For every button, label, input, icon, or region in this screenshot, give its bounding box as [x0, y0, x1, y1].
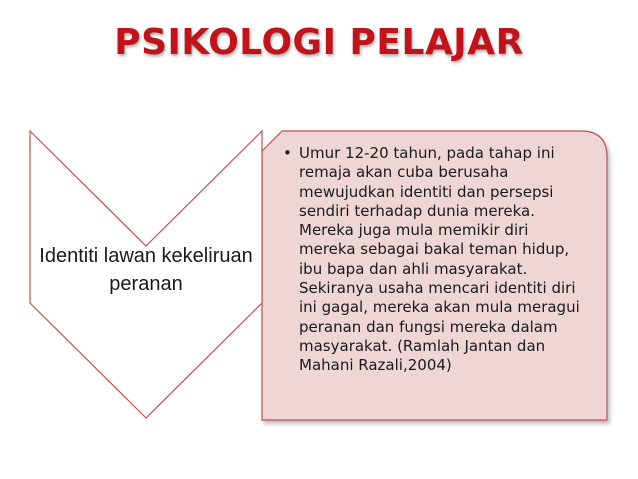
bullet-marker: • [283, 144, 292, 162]
bullet-text: Umur 12-20 tahun, pada tahap ini remaja akan cuba berusaha mewujudkan identiti dan persepsi sendiri terhadap dunia mereka. Mereka juga mula memikir diri mereka sebagai bakal teman hidup, ibu bapa dan ahli masyarakat. Sekiranya usaha mencari identiti diri ini gagal, mereka akan mula meragui peranan dan fungsi mereka dalam masyarakat. (Ramlah Jantan dan Mahani Razali,2004) [299, 144, 580, 375]
description-box [262, 131, 607, 420]
bullet-item [283, 144, 581, 376]
slide-title: PSIKOLOGI PELAJAR [114, 22, 524, 63]
chevron-label: Identiti lawan kekeliruan peranan [39, 245, 253, 295]
